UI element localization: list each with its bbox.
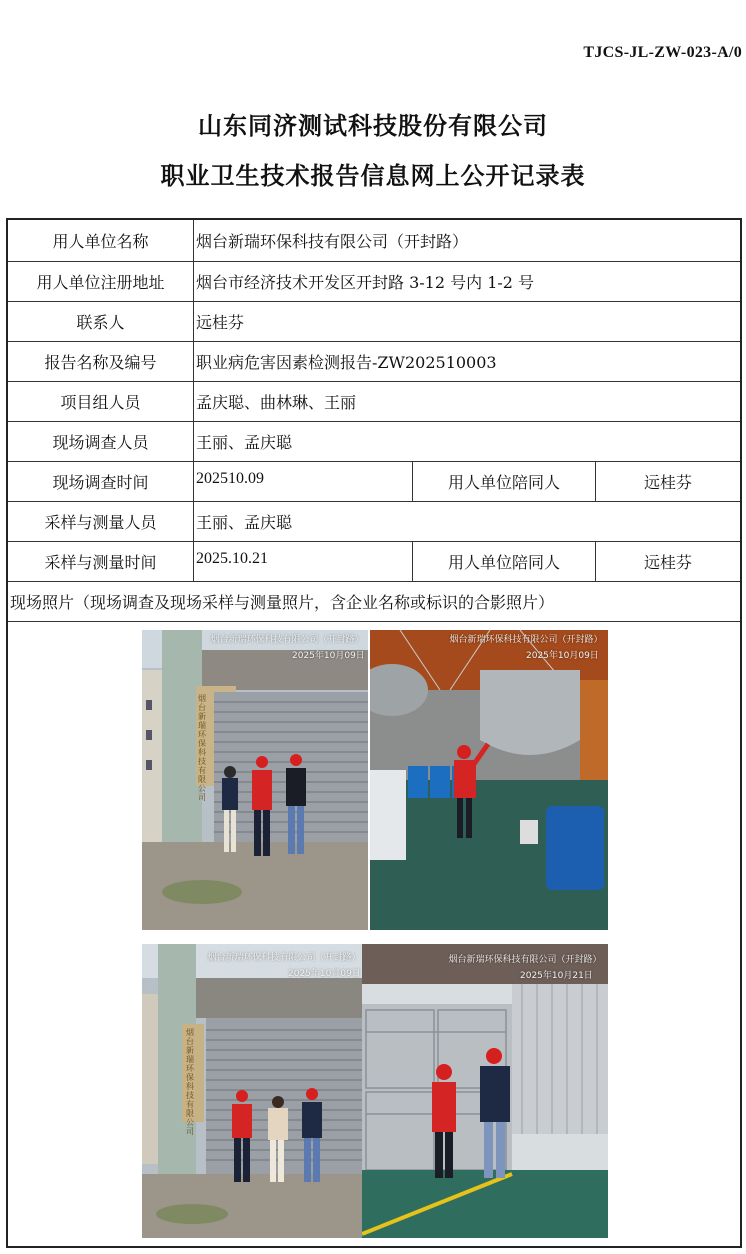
photo-4-watermark-company: 烟台新瑞环保科技有限公司（开封路） <box>448 955 602 965</box>
value-project-team: 孟庆聪、曲林琳、王丽 <box>196 393 357 412</box>
photo-2-watermark-company: 烟台新瑞环保科技有限公司（开封路） <box>449 635 603 645</box>
label-survey-staff: 现场调查人员 <box>8 422 194 461</box>
row-report-name <box>8 342 740 382</box>
photo-3-watermark-date: 2025年10月09日 <box>288 969 361 979</box>
company-name: 山东同济测试科技股份有限公司 <box>198 111 548 140</box>
value-survey-time: 202510.09 <box>196 470 264 487</box>
label-registered-address: 用人单位注册地址 <box>8 262 194 301</box>
value-report-name: 职业病危害因素检测报告-ZW202510003 <box>196 353 497 372</box>
photos-caption: 现场照片（现场调查及现场采样与测量照片，含企业名称或标识的合影照片） <box>8 582 740 622</box>
value-sampling-time: 2025.10.21 <box>196 550 268 567</box>
document-code: TJCS-JL-ZW-023-A/0 <box>583 44 742 61</box>
label-survey-time: 现场调查时间 <box>8 462 194 501</box>
row-employer-name <box>8 220 740 262</box>
label-sampling-time: 采样与测量时间 <box>8 542 194 581</box>
record-form <box>6 218 742 1248</box>
value-sampling-escort: 远桂芬 <box>643 553 692 572</box>
row-sampling-time <box>8 542 740 582</box>
site-photo-2 <box>370 630 608 930</box>
row-sampling-staff <box>8 502 740 542</box>
label-sampling-staff: 采样与测量人员 <box>8 502 194 541</box>
label-employer-name: 用人单位名称 <box>8 220 194 261</box>
row-survey-staff <box>8 422 740 462</box>
value-survey-staff: 王丽、孟庆聪 <box>196 433 293 452</box>
photo-3-watermark-company: 烟台新瑞环保科技有限公司（开封路） <box>207 953 361 963</box>
value-registered-address: 烟台市经济技术开发区开封路 3-12 号内 1-2 号 <box>196 273 535 292</box>
row-registered-address <box>8 262 740 302</box>
label-contact: 联系人 <box>8 302 194 341</box>
label-project-team: 项目组人员 <box>8 382 194 421</box>
row-contact <box>8 302 740 342</box>
photo-4-watermark-date: 2025年10月21日 <box>520 971 593 981</box>
site-photo-3 <box>142 944 362 1238</box>
row-project-team <box>8 382 740 422</box>
photo-3-company-sign: 烟台新瑞环保科技有限公司 <box>186 1028 194 1136</box>
photo-1-company-sign: 烟台新瑞环保科技有限公司 <box>198 694 206 802</box>
photo-1-watermark-company: 烟台新瑞环保科技有限公司（开封路） <box>210 635 364 645</box>
row-survey-time <box>8 462 740 502</box>
value-contact: 远桂芬 <box>196 313 245 332</box>
photo-1-watermark-date: 2025年10月09日 <box>292 651 365 661</box>
site-photo-1 <box>142 630 368 930</box>
value-sampling-staff: 王丽、孟庆聪 <box>196 513 293 532</box>
value-survey-escort: 远桂芬 <box>643 473 692 492</box>
label-survey-escort: 用人单位陪同人 <box>412 462 596 501</box>
site-photo-4 <box>362 944 608 1238</box>
label-sampling-escort: 用人单位陪同人 <box>412 542 596 581</box>
value-employer-name: 烟台新瑞环保科技有限公司（开封路） <box>196 232 469 251</box>
photo-2-watermark-date: 2025年10月09日 <box>526 651 599 661</box>
form-title: 职业卫生技术报告信息网上公开记录表 <box>160 161 586 190</box>
label-report-name: 报告名称及编号 <box>8 342 194 381</box>
